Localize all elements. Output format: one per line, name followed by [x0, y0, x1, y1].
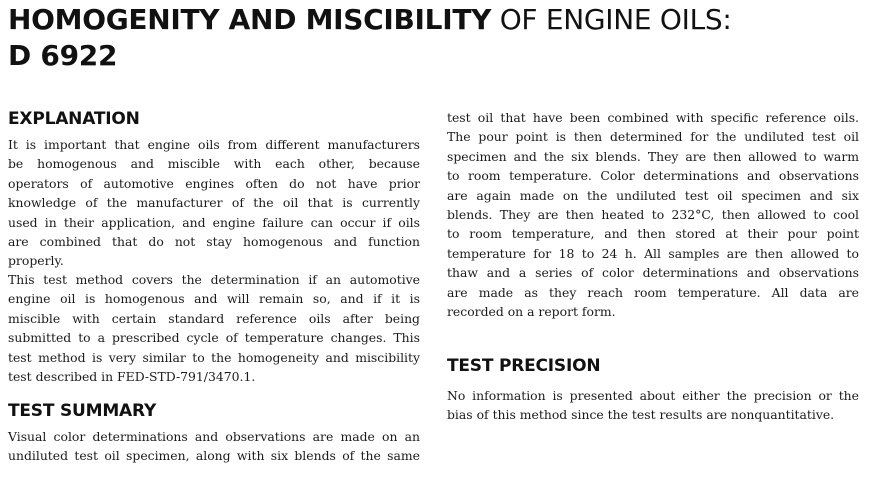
- text-line: miscible with certain standard reference oils after being: [8, 310, 420, 326]
- title-method-number: D 6922: [8, 39, 118, 72]
- text-line: temperature for 18 to 24 h. All samples are then allowed to: [447, 245, 859, 261]
- test-summary-paragraph-start: [8, 427, 420, 466]
- text-line: undiluted test oil specimen, along with six blends of the same: [8, 448, 420, 464]
- text-line: Visual color determinations and observations are made on an: [8, 429, 420, 444]
- explanation-paragraph-1: [8, 135, 420, 271]
- text-line: This test method covers the determination if an automotive: [8, 272, 420, 287]
- test-precision-paragraph: [447, 386, 859, 425]
- text-line: The pour point is then determined for the undiluted test oil: [447, 129, 859, 145]
- text-line: properly.: [8, 253, 64, 269]
- explanation-paragraph-2: [8, 270, 420, 386]
- text-line: blends. They are then heated to 232°C, then allowed to cool: [447, 207, 859, 223]
- text-line: engine oil is homogenous and will remain so, and if it is: [8, 291, 420, 307]
- text-line: bias of this method since the test results are nonquantitative.: [447, 407, 835, 423]
- text-line: It is important that engine oils from different manufacturers: [8, 137, 420, 152]
- text-line: are combined that do not stay homogenous and function: [8, 234, 420, 250]
- text-line: operators of automotive engines often do not have prior: [8, 175, 420, 191]
- text-line: to room temperature, and then stored at their pour point: [447, 226, 859, 242]
- text-line: used in their application, and engine failure can occur if oils: [8, 214, 420, 230]
- text-line: No information is presented about either the precision or the: [447, 388, 859, 403]
- explanation-heading: EXPLANATION: [8, 109, 140, 129]
- text-line: be homogenous and miscible with each other, because: [8, 156, 420, 172]
- text-line: thaw and a series of color determinations and observations: [447, 265, 859, 281]
- title-bold-part: HOMOGENITY AND MISCIBILITY: [8, 3, 492, 36]
- text-line: test method is very similar to the homogeneity and miscibility: [8, 349, 420, 365]
- test-summary-heading: TEST SUMMARY: [8, 401, 157, 421]
- text-line: are again made on the undiluted test oil specimen and six: [447, 187, 859, 203]
- text-line: knowledge of the manufacturer of the oil that is currently: [8, 195, 420, 211]
- text-line: submitted to a prescribed cycle of temperature changes. This: [8, 330, 420, 346]
- text-line: are made as they reach room temperature. All data are: [447, 284, 859, 300]
- text-line: recorded on a report form.: [447, 304, 616, 320]
- title-light-part: OF ENGINE OILS:: [491, 3, 732, 36]
- text-line: specimen and the six blends. They are then allowed to warm: [447, 148, 859, 164]
- text-line: to room temperature. Color determinations and observations: [447, 168, 859, 184]
- test-summary-paragraph-continued: [447, 108, 859, 321]
- text-line: test oil that have been combined with specific reference oils.: [447, 110, 859, 125]
- test-precision-heading: TEST PRECISION: [447, 356, 601, 376]
- document-title: [8, 2, 731, 74]
- text-line: test described in FED-STD-791/3470.1.: [8, 369, 256, 385]
